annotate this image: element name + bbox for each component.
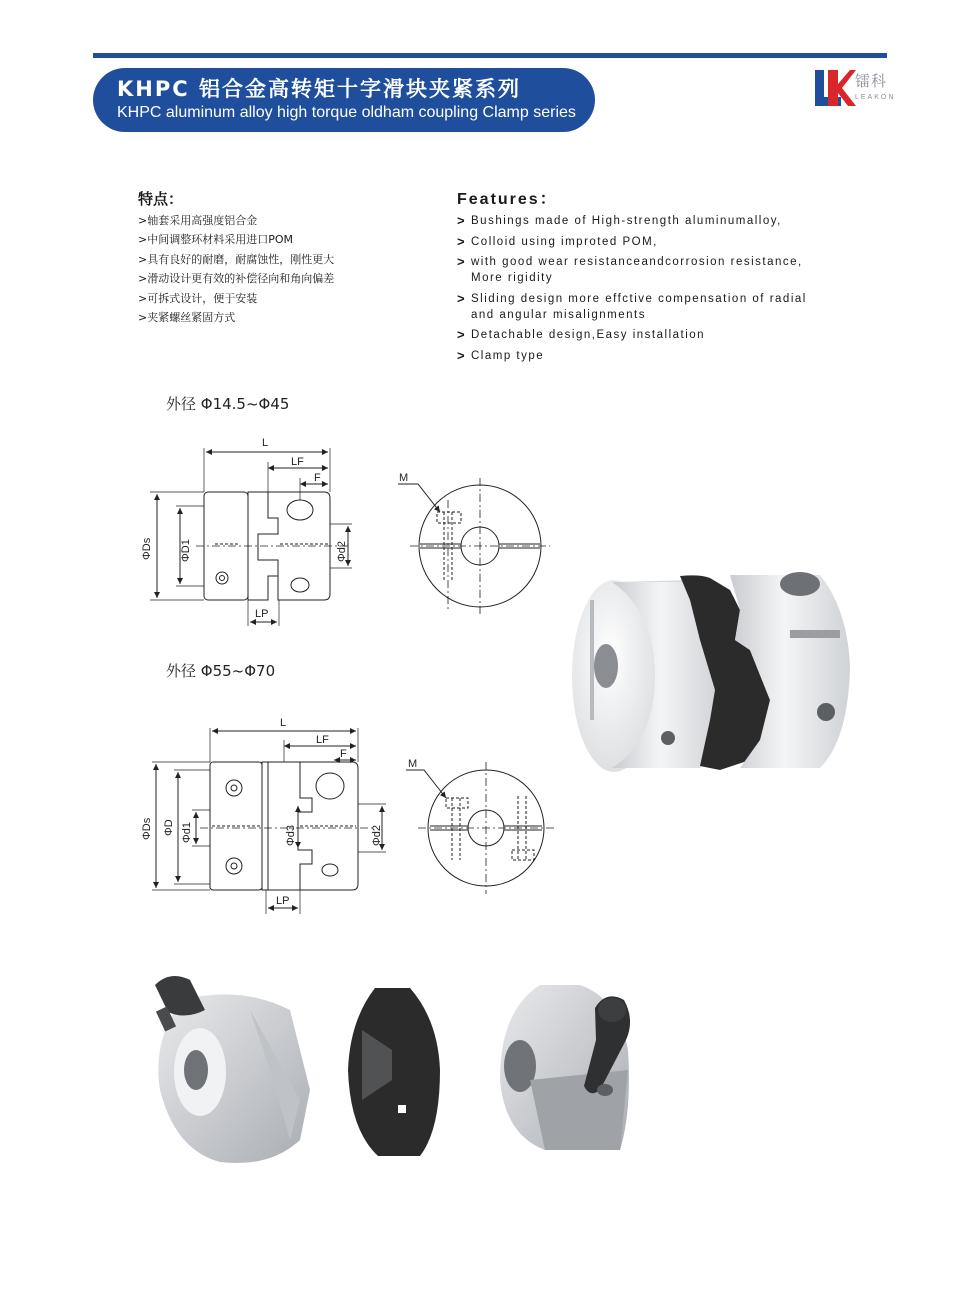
title-english: KHPC aluminum alloy high torque oldham coupling Clamp series [117,104,576,121]
title-chinese: KHPC 铝合金高转矩十字滑块夹紧系列 [117,77,521,101]
right-hub-part [500,985,630,1150]
feature-en-line: Clamp type [471,349,545,362]
pom-spider-part [348,988,440,1156]
dim-d3: Φd3 [285,824,297,846]
dim-L: L [280,717,287,729]
small-side-view [141,437,352,626]
feature-en-line: Colloid using improted POM, [471,235,658,248]
coupling-render [572,572,850,772]
feature-en-line: with good wear resistanceandcorrosion resistance, [471,256,803,268]
dim-M: M [408,758,418,770]
chevron-right-icon: > [457,327,467,342]
dim-LF: LF [291,456,304,468]
large-size-range-label: 外径 Φ55~Φ70 [166,662,276,680]
chevron-right-icon: > [457,213,467,228]
feature-en-line-2: and angular misalignments [471,308,646,321]
dim-d2: Φd2 [371,824,383,846]
features-english-title-colon: ： [539,191,558,208]
dim-F: F [314,472,321,484]
dim-d2: Φd2 [336,540,348,562]
logo-text-english: LEAKON [855,94,896,101]
feature-cn-item: >滑动设计更有效的补偿径向和角向偏差 [138,272,335,286]
dim-Ds: ΦDs [141,537,153,560]
large-side-view [141,717,386,914]
chevron-right-icon: > [457,347,467,363]
large-end-view [406,758,556,894]
exploded-parts [155,976,630,1163]
feature-cn-item: >中间调整环材料采用进口POM [138,233,293,247]
dim-M: M [399,472,409,484]
feature-en-line-2: More rigidity [471,272,554,284]
dim-Ds: ΦDs [141,817,153,840]
small-end-view [398,472,550,614]
dim-D1: ΦD1 [180,539,192,562]
feature-cn-item: >轴套采用高强度铝合金 [138,214,258,227]
dim-LF: LF [316,734,329,746]
dim-D: ΦD [163,819,175,836]
dim-F: F [340,748,347,760]
feature-en-line: Bushings made of High-strength aluminumalloy, [471,215,782,227]
feature-cn-item: >可拆式设计，便于安装 [138,291,258,305]
feature-en-line: Detachable design,Easy installation [471,329,706,341]
dim-LP: LP [255,608,269,620]
small-size-range-label: 外径 Φ14.5~Φ45 [166,395,290,413]
feature-cn-item: >具有良好的耐磨，耐腐蚀性，刚性更大 [138,252,335,266]
chevron-right-icon: > [457,254,467,269]
dim-L: L [262,437,269,449]
feature-en-line: Sliding design more effctive compensation of radial [471,292,807,305]
features-chinese-title: 特点： [138,190,184,208]
features-english-title-text: Features [457,191,540,208]
dim-d1: Φd1 [181,821,193,843]
chevron-right-icon: > [457,233,467,249]
left-hub-part [155,976,310,1163]
feature-cn-item: >夹紧螺丝紧固方式 [138,311,236,325]
logo-text-chinese: 镭科 [855,72,888,90]
dim-LP: LP [276,895,290,907]
chevron-right-icon: > [457,290,467,306]
